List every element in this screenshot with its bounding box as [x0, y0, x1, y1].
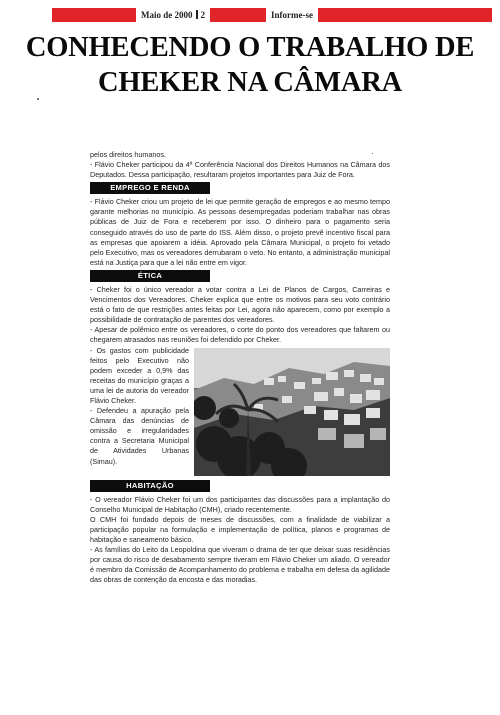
section-heading-habitacao: HABITAÇÃO — [90, 480, 210, 492]
headline-line-2: CHEKER NA CÂMARA — [98, 67, 402, 98]
hillside-houses-photo — [194, 348, 390, 476]
habitacao-paragraph: O CMH foi fundado depois de meses de discussões, com a finalidade de viabilizar a participação popular na formulação e implementação de política, planos e programas de habitação e saneamento básico. — [90, 514, 390, 544]
etica-paragraph-part: - Apesar de polêmico entre os vereadores, o corte do ponto dos vereadores que faltarem ou chegarem atrasados nas reuniões foi defendido por Cheker. — [90, 325, 390, 345]
etica-paragraph — [90, 325, 390, 345]
headline-line-1: CONHECENDO O TRABALHO DE — [25, 32, 475, 63]
etica-paragraph: - Defendeu a apuração pela Câmara das denúncias de omissão e irregularidades contra a Secretaria Municipal de Atividades Urbanas (Simau). — [90, 406, 189, 466]
habitacao-paragraph: - As famílias do Leito da Leopoldina que viveram o drama de ter que deixar suas residências por causa do risco de desabamento sempre tiveram em Flávio Cheker um aliado. O vereador é membro da Comissão de Acompanhamento do problema e trabalha em defesa da agilidade das obras de contenção da encosta e das moradias. — [90, 544, 390, 585]
intro-paragraph: pelos direitos humanos. — [90, 150, 166, 159]
print-speck — [37, 98, 39, 100]
emprego-paragraph: - Flávio Cheker criou um projeto de lei que permite geração de empregos e ao mesmo tempo garante melhorias no município. As pessoas desempregadas poderiam trabalhar nas obras públicas de Juiz de Fora e receberem por isso. O dinheiro para o pagamento seria conseguido através do uso de parte do ISS. Além disso, o projeto prevê incentivo fiscal para as empresas que apoiarem a idéia. Aprovado pela Câmara Municipal, o projeto foi vetado pelo Executivo, mas os vereadores derrubaram o veto. No entanto, a administração municipal está na Justiça para que a lei não entre em vigor. — [90, 197, 390, 267]
habitacao-paragraph: - O vereador Flávio Cheker foi um dos participantes das discussões para a implantação do Conselho Municipal de Habitação (CMH), criado recentemente. — [90, 494, 390, 514]
photo-image — [194, 348, 390, 476]
article-body — [90, 150, 390, 585]
headline — [0, 30, 500, 100]
intro-paragraph: - Flávio Cheker participou da 4ª Conferência Nacional dos Direitos Humanos na Câmara dos Deputados. Dessa participação, resultaram projetos importantes para Juiz de Fora. — [90, 160, 390, 180]
section-heading-etica: ÉTICA — [90, 270, 210, 282]
publication-name: Informe-se — [266, 8, 318, 22]
header-separator — [196, 10, 198, 19]
page-number: 2 — [200, 10, 205, 20]
header-date — [136, 8, 210, 22]
etica-paragraph: - Cheker foi o único vereador a votar contra a Lei de Planos de Cargos, Carreiras e Vencimentos dos Vereadores. Cheker explica que entre os motivos para seu voto contrário está o fato de que restrições antes feitas por Lei, agora não aparecem, como por exemplo a possibilidade de contratação de parentes dos vereadores. — [90, 284, 390, 325]
section-heading-emprego: EMPREGO E RENDA — [90, 182, 210, 194]
etica-paragraph: - Os gastos com publicidade feitos pelo Executivo não podem exceder a 0,9% das receitas do município graças a uma lei de autoria do vereador Flávio Cheker. — [90, 345, 189, 405]
issue-date: Maio de 2000 — [141, 10, 193, 20]
